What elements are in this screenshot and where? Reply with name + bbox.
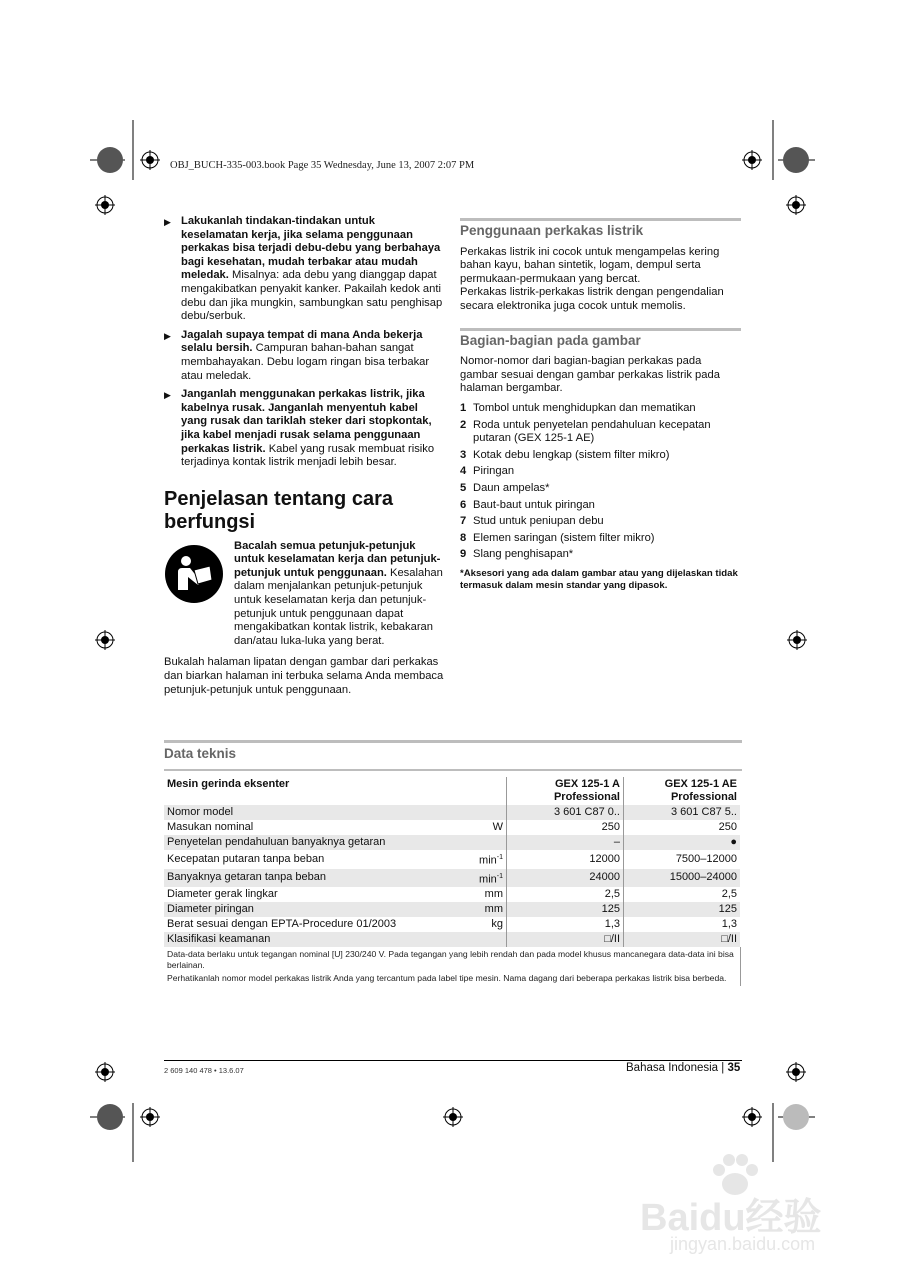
footer-code: 2 609 140 478 • 13.6.07 bbox=[164, 1066, 244, 1075]
page-number: 35 bbox=[727, 1062, 741, 1074]
safety-bullet-3: ▶ Janganlah menggunakan perkakas listrik, jika kabelnya rusak. Janganlah menyentuh kabel yang rusak dan tariklah steker dari stopkontak, jika kabel menjadi rusak selama penggunaan perkakas listrik. Kabel yang rusak membuat risiko terjadinya kontak listrik menjadi lebih besar. bbox=[164, 388, 435, 469]
triangle-bullet-icon: ▶ bbox=[164, 217, 171, 227]
table-row: Diameter piringan mm 125 125 bbox=[164, 902, 740, 917]
triangle-bullet-icon: ▶ bbox=[164, 330, 171, 341]
list-item: 6 Baut-baut untuk piringan bbox=[460, 498, 595, 511]
read-manual-icon bbox=[164, 544, 224, 604]
technical-data-heading: Data teknis bbox=[164, 740, 742, 761]
footer-rule bbox=[164, 1060, 742, 1061]
technical-data-section bbox=[164, 740, 742, 986]
baidu-watermark bbox=[640, 1150, 880, 1260]
watermark-brand: Baidu经验 bbox=[640, 1197, 822, 1239]
footer-page-info: Bahasa Indonesia | 35 bbox=[626, 1062, 741, 1074]
fold-out-instruction: Bukalah halaman lipatan dengan gambar dari perkakas dan biarkan halaman ini terbuka selama Anda membaca petunjuk-petunjuk untuk penggunaan. bbox=[164, 656, 444, 696]
accessory-footnote: *Aksesori yang ada dalam gambar atau yang dijelaskan tidak termasuk dalam mesin standar yang dipasok. bbox=[460, 567, 738, 591]
list-item: 3 Kotak debu lengkap (sistem filter mikro) bbox=[460, 448, 670, 461]
safety-bullet-2: ▶ Jagalah supaya tempat di mana Anda bekerja selalu bersih. Campuran bahan-bahan sangat membahayakan. Debu logam ringan bisa terbakar atau meledak. bbox=[164, 328, 430, 382]
table-row: Nomor model 3 601 C87 0.. 3 601 C87 5.. bbox=[164, 805, 740, 820]
section-heading-function: Penjelasan tentang cara berfungsi bbox=[164, 487, 393, 533]
table-row: Berat sesuai dengan EPTA-Procedure 01/2003 kg 1,3 1,3 bbox=[167, 918, 737, 931]
usage-paragraph-2: Perkakas listrik-perkakas listrik dengan pengendalian secara elektronika juga cocok untuk memolis. bbox=[460, 286, 724, 312]
usage-paragraph-1: Perkakas listrik ini cocok untuk mengampelas kering bahan kayu, bahan sintetik, logam, dempul serta permukaan-permukaan yang bercat. bbox=[460, 245, 720, 285]
table-row: Masukan nominal W 250 250 bbox=[167, 821, 737, 833]
technical-data-table bbox=[164, 777, 740, 947]
table-row: Banyaknya getaran tanpa beban $\min^{-1}$ 24000 15000–24000 bbox=[164, 869, 740, 888]
list-item: 1 Tombol untuk menghidupkan dan mematikan bbox=[460, 401, 696, 414]
table-header-row: Mesin gerinda eksenter GEX 125-1 A Professional GEX 125-1 AE Professional bbox=[167, 778, 737, 803]
safety-bullet-1: ▶ Lakukanlah tindakan-tindakan untuk keselamatan kerja, jika selama penggunaan perkakas bisa terjadi debu-debu yang berbahaya bagi kesehatan, mudah terbakar atau mudah meledak. Misalnya: ada debu yang dianggap dapat mengakibatkan penyakit kanker. Pakailah kedok anti debu dan jika mungkin, sambungkan satu penghisap debu/serbuk. bbox=[164, 215, 443, 323]
list-item: 7 Stud untuk peniupan debu bbox=[460, 515, 604, 528]
right-column bbox=[460, 218, 741, 592]
triangle-bullet-icon: ▶ bbox=[164, 390, 171, 401]
table-row: Kecepatan putaran tanpa beban $\min^{-1}$ 12000 7500–12000 bbox=[164, 850, 740, 869]
list-item: 5 Daun ampelas* bbox=[460, 481, 550, 494]
model-number-note: Perhatikanlah nomor model perkakas listrik Anda yang tercantum pada label tipe mesin. Nama dagang dari beberapa perkakas listrik bisa berbeda. bbox=[167, 973, 727, 984]
left-column bbox=[164, 215, 444, 697]
voltage-note: Data-data berlaku untuk tegangan nominal [U] 230/240 V. Pada tegangan yang lebih rendah dan pada model khusus mancanegara data-data ini bisa berlainan. bbox=[167, 949, 734, 970]
list-item: 8 Elemen saringan (sistem filter mikro) bbox=[460, 531, 655, 544]
parts-heading: Bagian-bagian pada gambar bbox=[460, 328, 741, 348]
parts-list bbox=[460, 402, 741, 562]
table-notes bbox=[164, 947, 741, 986]
table-row: Penyetelan pendahuluan banyaknya getaran – ● bbox=[164, 835, 740, 850]
file-info-header: OBJ_BUCH-335-003.book Page 35 Wednesday, June 13, 2007 2:07 PM bbox=[170, 160, 475, 171]
usage-heading: Penggunaan perkakas listrik bbox=[460, 218, 741, 238]
watermark-url: jingyan.baidu.com bbox=[670, 1234, 816, 1254]
table-row: Diameter gerak lingkar mm 2,5 2,5 bbox=[167, 888, 737, 901]
list-item: 4 Piringan bbox=[460, 465, 515, 478]
list-item: 9 Slang penghisapan* bbox=[460, 548, 574, 561]
table-row: Klasifikasi keamanan □/II □/II bbox=[164, 932, 740, 947]
parts-intro: Nomor-nomor dari bagian-bagian perkakas pada gambar sesuai dengan gambar perkakas listrik pada halaman bergambar. bbox=[460, 355, 720, 395]
list-item: 2 Roda untuk penyetelan pendahuluan kecepatan putaran (GEX 125-1 AE) bbox=[460, 418, 711, 445]
read-instructions-block: Bacalah semua petunjuk-petunjuk untuk keselamatan kerja dan petunjuk-petunjuk untuk penggunaan. Kesalahan dalam menjalankan petunjuk-petunjuk untuk keselamatan kerja dan petunjuk-petunjuk untuk penggunaan dapat mengakibatkan kontak listrik, kebakaran dan/atau luka-luka yang berat. bbox=[164, 540, 444, 649]
